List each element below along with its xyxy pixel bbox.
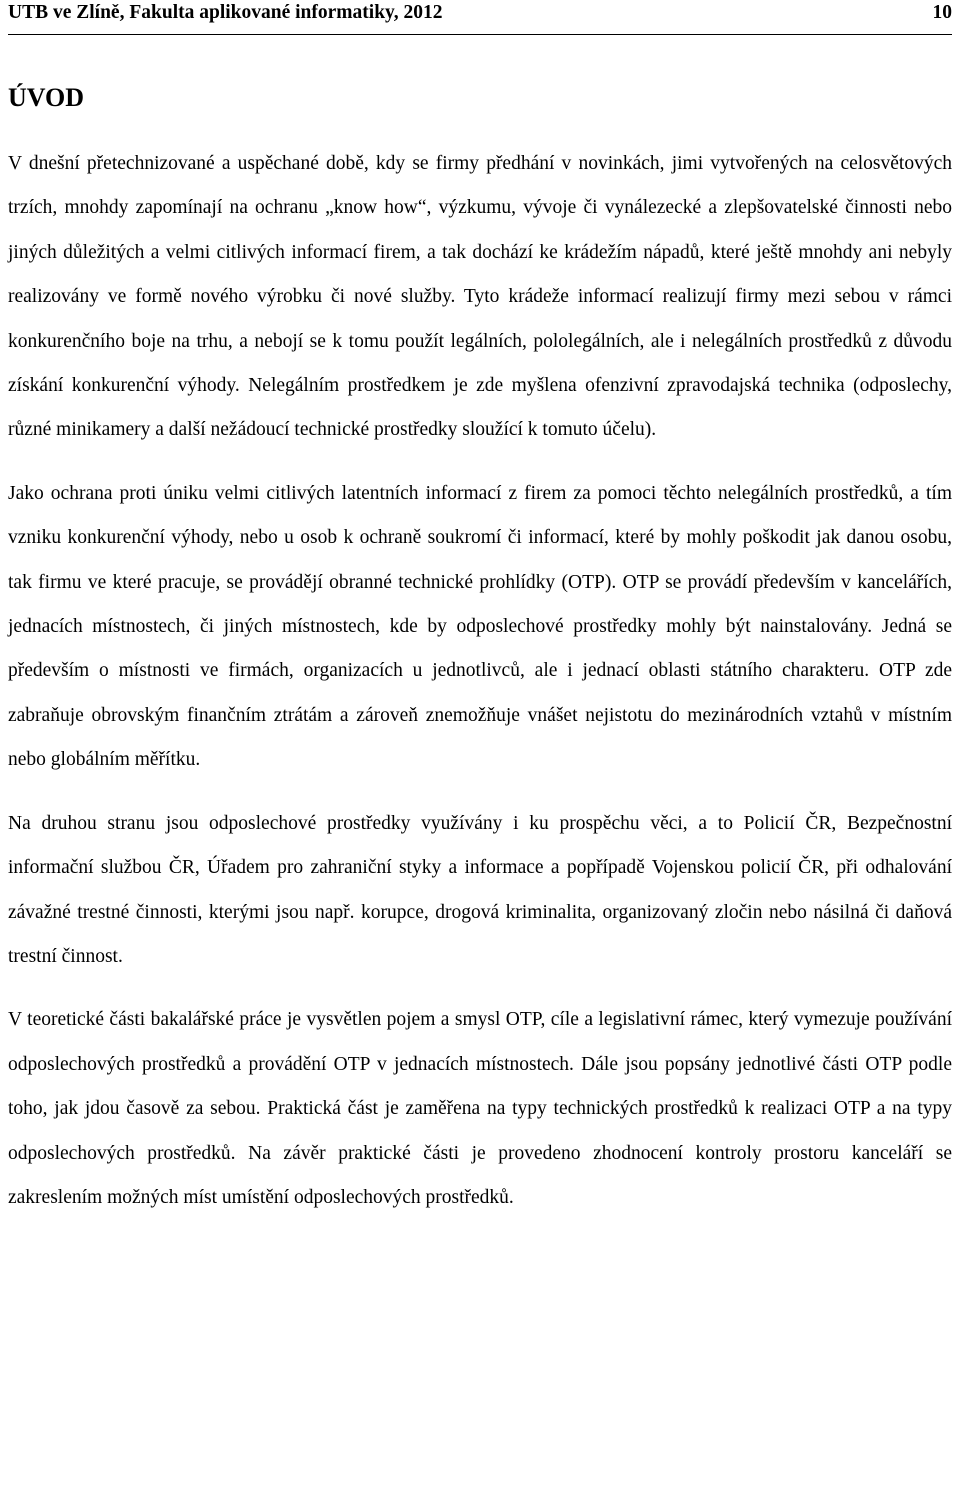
page-number: 10 (932, 2, 952, 23)
header-title: UTB ve Zlíně, Fakulta aplikované informatiky, 2012 (8, 2, 443, 23)
paragraph: V dnešní přetechnizované a uspěchané době, kdy se firmy předhání v novinkách, jimi vytvořených na celosvětových trzích, mnohdy zapomínají na ochranu „know how“, výzkumu, vývoje či vynálezecké a zlepšovatelské činnosti nebo jiných důležitých a velmi citlivých informací firem, a tak dochází ke krádežím nápadů, které ještě mnohdy ani nebyly realizovány ve formě nového výrobku či nové služby. Tyto krádeže informací realizují firmy mezi sebou v rámci konkurenčního boje na trhu, a nebojí se k tomu použít legálních, pololegálních, ale i nelegálních prostředků z důvodu získání konkurenční výhody. Nelegálním prostředkem je zde myšlena ofenzivní zpravodajská technika (odposlechy, různé minikamery a další nežádoucí technické prostředky sloužící k tomuto účelu). (8, 153, 952, 441)
paragraph: V teoretické části bakalářské práce je vysvětlen pojem a smysl OTP, cíle a legislativní rámec, který vymezuje používání odposlechových prostředků a provádění OTP v jednacích místnostech. Dále jsou popsány jednotlivé části OTP podle toho, jak jdou časově za sebou. Praktická část je zaměřena na typy technických prostředků k realizaci OTP a na typy odposlechových prostředků. Na závěr praktické části je provedeno zhodnocení kontroly prostoru kanceláří se zakreslením možných míst umístění odposlechových prostředků. (8, 1009, 952, 1208)
running-header (8, 0, 952, 26)
paragraph: Na druhou stranu jsou odposlechové prostředky využívány i ku prospěchu věci, a to Policií ČR, Bezpečnostní informační službou ČR, Úřadem pro zahraniční styky a informace a popřípadě Vojenskou policií ČR, při odhalování závažné trestné činnosti, kterými jsou např. korupce, drogová kriminalita, organizovaný zločin nebo násilná či daňová trestní činnost. (8, 812, 952, 967)
body-text (8, 142, 952, 1239)
header-rule (8, 34, 952, 35)
section-heading: ÚVOD (8, 83, 85, 112)
paragraph: Jako ochrana proti úniku velmi citlivých latentních informací z firem za pomoci těchto nelegálních prostředků, a tím vzniku konkurenční výhody, nebo u osob k ochraně soukromí či informací, které by mohly poškodit jak danou osobu, tak firmu ve které pracuje, se provádějí obranné technické prohlídky (OTP). OTP se provádí především v kancelářích, jednacích místnostech, či jiných místnostech, kde by odposlechové prostředky mohly být nainstalovány. Jedná se především o místnosti ve firmách, organizacích u jednotlivců, ale i jednací oblasti státního charakteru. OTP zde zabraňuje obrovským finančním ztrátám a zároveň znemožňuje vnášet nejistotu do mezinárodních vztahů v místním nebo globálním měřítku. (8, 482, 952, 771)
